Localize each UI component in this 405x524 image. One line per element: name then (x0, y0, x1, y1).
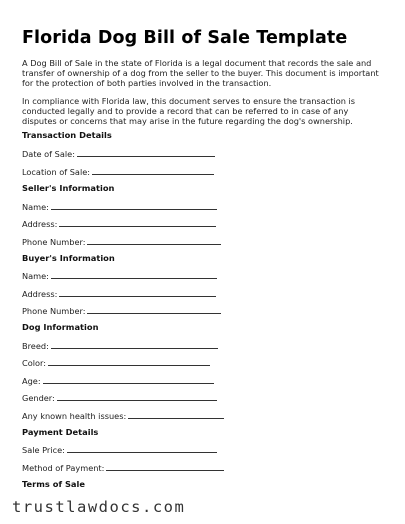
fill-line[interactable] (51, 340, 218, 349)
section-heading-transaction: Transaction Details (22, 130, 112, 140)
section-heading-seller: Seller's Information (22, 183, 115, 193)
field-label: Name: (22, 202, 49, 212)
fill-line[interactable] (57, 392, 217, 401)
fill-line[interactable] (48, 357, 210, 366)
field-label: Sale Price: (22, 445, 65, 455)
field-buyer-phone (22, 305, 221, 316)
field-label: Breed: (22, 341, 49, 351)
field-label: Phone Number: (22, 237, 86, 247)
fill-line[interactable] (128, 410, 224, 419)
field-breed (22, 340, 218, 351)
field-color (22, 357, 210, 368)
field-seller-name (22, 201, 217, 212)
fill-line[interactable] (77, 148, 215, 157)
field-gender (22, 392, 217, 403)
document-title: Florida Dog Bill of Sale Template (22, 28, 348, 48)
fill-line[interactable] (59, 218, 216, 227)
field-buyer-address (22, 288, 216, 299)
fill-line[interactable] (51, 270, 217, 279)
field-label: Any known health issues: (22, 411, 127, 421)
section-heading-buyer: Buyer's Information (22, 253, 115, 263)
field-seller-address (22, 218, 216, 229)
field-label: Method of Payment: (22, 463, 105, 473)
field-label: Location of Sale: (22, 167, 91, 177)
field-label: Gender: (22, 393, 55, 403)
section-heading-dog: Dog Information (22, 322, 99, 332)
fill-line[interactable] (59, 288, 216, 297)
field-health-issues (22, 410, 224, 421)
field-label: Date of Sale: (22, 149, 75, 159)
field-buyer-name (22, 270, 217, 281)
intro-paragraph-2: In compliance with Florida law, this document serves to ensure the transaction is conducted legally and to provide a record that can be referred to in case of any disputes or concerns that may arise in the future regarding the dog's ownership. (22, 96, 356, 127)
fill-line[interactable] (87, 305, 221, 314)
field-date-of-sale (22, 148, 215, 159)
field-label: Color: (22, 358, 46, 368)
fill-line[interactable] (106, 462, 224, 471)
fill-line[interactable] (43, 375, 214, 384)
watermark-text: trustlawdocs.com (12, 498, 186, 516)
field-label: Phone Number: (22, 306, 86, 316)
field-label: Age: (22, 376, 41, 386)
field-seller-phone (22, 236, 221, 247)
field-label: Name: (22, 271, 49, 281)
field-location-of-sale (22, 166, 214, 177)
field-method-of-payment (22, 462, 224, 473)
field-sale-price (22, 444, 217, 455)
fill-line[interactable] (92, 166, 214, 175)
fill-line[interactable] (87, 236, 221, 245)
fill-line[interactable] (67, 444, 217, 453)
field-label: Address: (22, 289, 58, 299)
section-heading-payment: Payment Details (22, 427, 99, 437)
field-label: Address: (22, 219, 58, 229)
section-heading-terms: Terms of Sale (22, 479, 85, 489)
intro-paragraph-1: A Dog Bill of Sale in the state of Florida is a legal document that records the sale and transfer of ownership of a dog from the seller to the buyer. This document is important for the protection of both parties involved in the transaction. (22, 58, 379, 89)
field-age (22, 375, 214, 386)
fill-line[interactable] (51, 201, 217, 210)
